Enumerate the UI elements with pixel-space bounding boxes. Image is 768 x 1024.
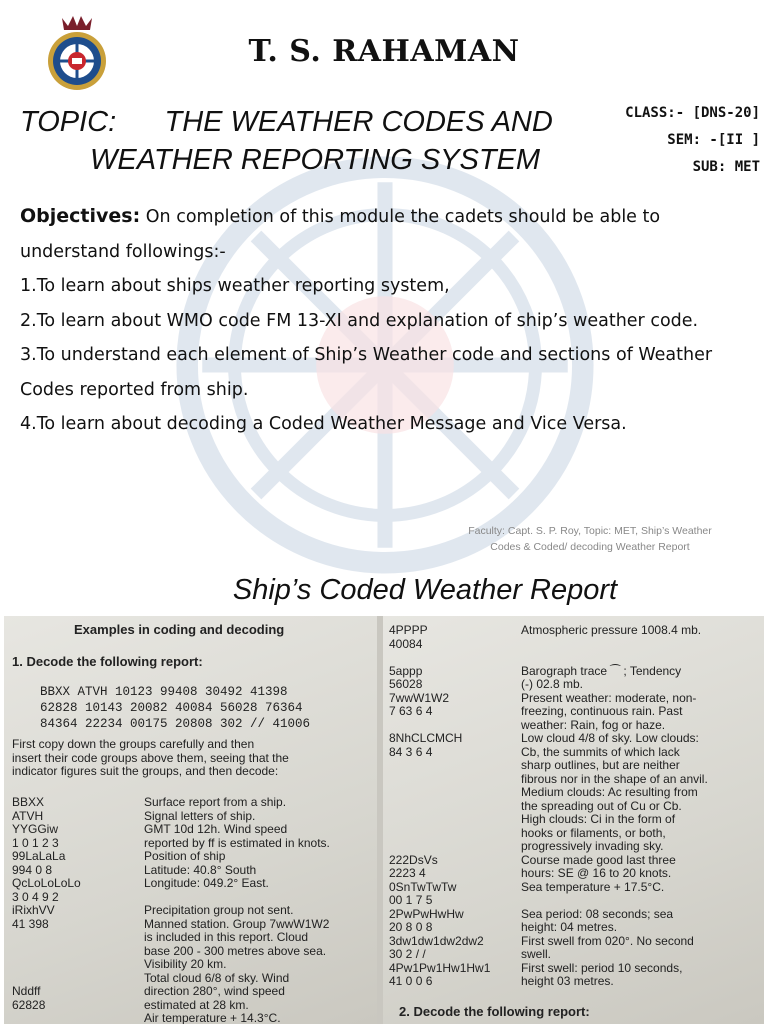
meaning: Low cloud 4/8 of sky. Low clouds: [521, 731, 699, 745]
code-line: 62828 10143 20082 40084 56028 76364 [40, 701, 303, 715]
code: 41 398 [12, 916, 49, 931]
instruction-line: First copy down the groups carefully and then [12, 737, 255, 751]
meaning: First swell from 020°. No second [521, 933, 694, 948]
meaning: Surface report from a ship. [144, 795, 287, 809]
photo-question-1: 1. Decode the following report: [12, 654, 203, 669]
objectives-section [20, 199, 750, 442]
code: YYGGiw [12, 822, 59, 836]
objective-item: 3.To understand each element of Ship’s Weather code and sections of Weather Codes reported from ship. [20, 345, 713, 400]
meaning: Longitude: 049.2° East. [144, 876, 269, 890]
objectives-label: Objectives: [20, 205, 141, 227]
meaning: GMT 10d 12h. Wind speed [144, 822, 288, 836]
report-title: Ship’s Coded Weather Report [232, 574, 618, 606]
photo-left-codes [12, 796, 142, 1012]
meaning: Latitude: 40.8° South [144, 862, 257, 877]
spacer [12, 958, 142, 972]
instruction-line: indicator figures suit the groups, and then decode: [12, 764, 279, 778]
meaning: estimated at 28 km. [144, 997, 249, 1012]
meaning: sharp outlines, but are neither [521, 758, 680, 772]
code: 4Pw1Pw1Hw1Hw1 [389, 960, 491, 975]
meaning: Manned station. Group 7wwW1W2 [144, 916, 330, 931]
code: 994 0 8 [12, 862, 53, 877]
spacer [521, 638, 761, 652]
code: 5appp [389, 663, 423, 678]
code: 222DsVs [389, 852, 438, 867]
spacer [12, 931, 142, 945]
code: 62828 [12, 997, 46, 1012]
spacer [389, 719, 517, 733]
topic-title [20, 103, 580, 179]
photo-heading: Examples in coding and decoding [74, 622, 285, 637]
spacer [521, 651, 761, 665]
meaning: Air temperature + 14.3°C. [144, 1011, 281, 1024]
meaning: fibrous nor in the shape of an anvil. [521, 771, 708, 786]
meaning: Cb, the summits of which lack [521, 744, 680, 759]
meaning: Position of ship [144, 849, 226, 863]
code-line: BBXX ATVH 10123 99408 30492 41398 [40, 685, 288, 699]
photo-code-block [40, 684, 310, 732]
meaning: Course made good last three [521, 852, 676, 867]
meaning: is included in this report. Cloud [144, 930, 309, 944]
objectives-intro-text: On completion of this module the cadets should be able to understand followings:- [20, 207, 661, 262]
spacer [389, 651, 517, 665]
code: iRixhVV [12, 903, 55, 917]
meaning: weather: Rain, fog or haze. [521, 717, 666, 732]
meaning: Medium clouds: Ac resulting from [521, 785, 698, 799]
meaning: Barograph trace ⁀ ; Tendency [521, 663, 682, 678]
meaning: direction 280°, wind speed [144, 984, 285, 998]
meaning: Precipitation group not sent. [144, 903, 294, 917]
photo-right-codes [389, 624, 517, 989]
meaning: Present weather: moderate, non- [521, 690, 697, 705]
objective-item: 1.To learn about ships weather reporting system, [20, 276, 450, 296]
meaning: Total cloud 6/8 of sky. Wind [144, 970, 290, 985]
code: 40084 [389, 636, 423, 651]
code: 99LaLaLa [12, 849, 66, 863]
code: 00 1 7 5 [389, 893, 433, 907]
meaning: High clouds: Ci in the form of [521, 812, 676, 826]
code-line: 84364 22234 00175 20808 302 // 41006 [40, 717, 311, 731]
meaning: Atmospheric pressure 1008.4 mb. [521, 623, 702, 637]
meaning: Sea temperature + 17.5°C. [521, 879, 665, 894]
code: 2223 4 [389, 866, 426, 880]
meaning: Visibility 20 km. [144, 957, 227, 971]
meaning: (-) 02.8 mb. [521, 677, 584, 691]
meaning: swell. [521, 947, 552, 961]
meaning: Sea period: 08 seconds; sea [521, 906, 674, 921]
code: 3dw1dw1dw2dw2 [389, 933, 484, 948]
meaning: reported by ff is estimated in knots. [144, 835, 330, 850]
meaning: the spreading out of Cu or Cb. [521, 798, 682, 813]
photo-left-page [4, 616, 377, 1024]
photo-instruction [12, 738, 374, 779]
code: Nddff [12, 984, 41, 998]
meaning: hooks or filaments, or both, [521, 825, 666, 840]
code: 20 8 0 8 [389, 920, 433, 934]
class-label: CLASS:- [DNS-20] [625, 105, 760, 121]
spacer [389, 759, 517, 854]
photo-right-page [383, 616, 764, 1024]
photo-question-2: 2. Decode the following report: [399, 1004, 590, 1019]
topic-label: TOPIC: [20, 106, 117, 138]
instruction-line: insert their code groups above them, seeing that the [12, 750, 289, 765]
photo-right-meanings [521, 624, 761, 989]
report-photo [4, 616, 764, 1024]
topic-line-1: THE WEATHER CODES AND [164, 106, 553, 138]
meaning: height 03 metres. [521, 974, 614, 988]
code: 1 0 1 2 3 [12, 835, 59, 850]
meaning: First swell: period 10 seconds, [521, 960, 683, 975]
code: 56028 [389, 677, 423, 691]
footer-line-2: Codes & Coded/ decoding Weather Report [490, 541, 690, 553]
spacer [12, 945, 142, 959]
code: 2PwPwHwHw [389, 906, 464, 921]
spacer [12, 972, 142, 986]
photo-left-meanings [144, 796, 374, 1024]
code: 0SnTwTwTw [389, 879, 457, 894]
meaning: freezing, continuous rain. Past [521, 704, 683, 718]
school-name: T. S. RAHAMAN [248, 34, 520, 69]
code: 8NhCLCMCH [389, 731, 463, 745]
code: 3 0 4 9 2 [12, 889, 59, 904]
code: 7 63 6 4 [389, 704, 433, 718]
spacer [144, 891, 374, 905]
meaning: hours: SE @ 16 to 20 knots. [521, 866, 672, 880]
spacer [521, 894, 761, 908]
class-info [625, 100, 760, 181]
code: 7wwW1W2 [389, 690, 450, 705]
topic-line-2: WEATHER REPORTING SYSTEM [90, 144, 541, 176]
code: QcLoLoLoLo [12, 876, 81, 890]
code: ATVH [12, 808, 44, 823]
meaning: base 200 - 300 metres above sea. [144, 943, 327, 958]
code: 41 0 0 6 [389, 974, 433, 988]
meaning: progressively invading sky. [521, 839, 664, 853]
sem-label: SEM: -[II ] [667, 132, 760, 148]
objective-item: 4.To learn about decoding a Coded Weather Message and Vice Versa. [20, 414, 627, 434]
faculty-footer [440, 523, 740, 555]
objectives-intro [20, 199, 750, 269]
sub-label: SUB: MET [692, 159, 760, 175]
code: 84 3 6 4 [389, 744, 433, 759]
objective-item: 2.To learn about WMO code FM 13-XI and explanation of ship’s weather code. [20, 310, 699, 331]
code: BBXX [12, 795, 45, 809]
code: 4PPPP [389, 623, 428, 637]
meaning: Signal letters of ship. [144, 808, 256, 823]
code: 30 2 / / [389, 947, 426, 961]
meaning: height: 04 metres. [521, 920, 618, 934]
footer-line-1: Faculty: Capt. S. P. Roy, Topic: MET, Ship’s Weather [468, 525, 712, 537]
